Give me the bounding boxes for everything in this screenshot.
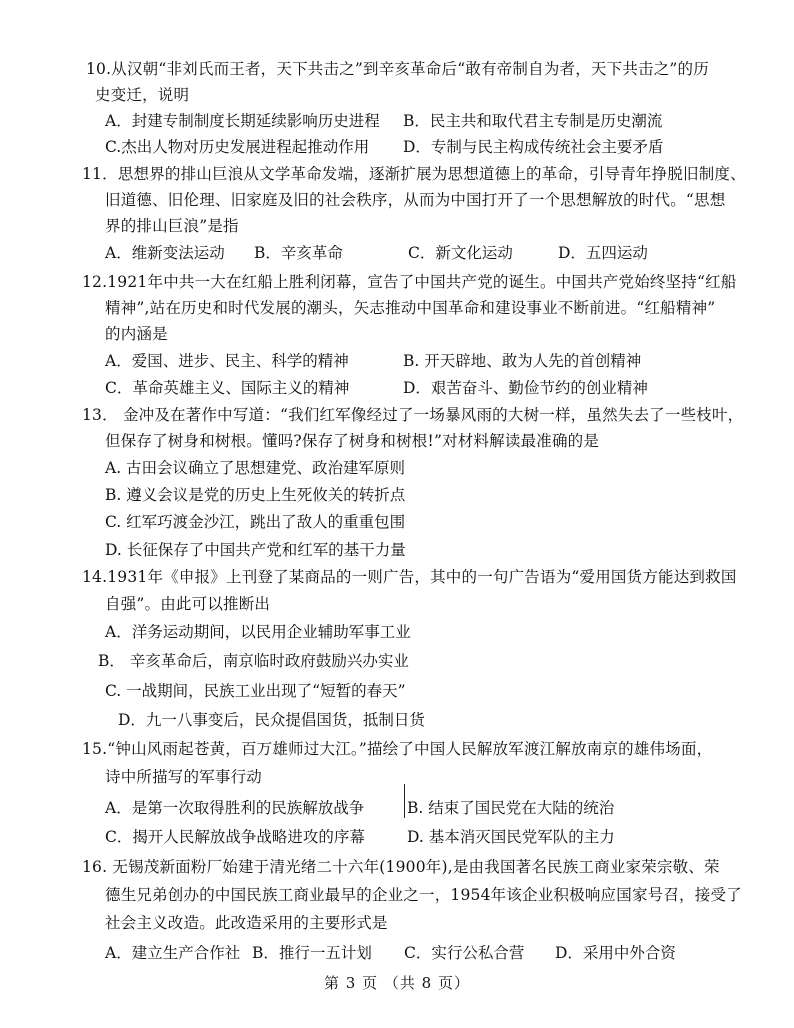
question-16-option-a: A．建立生产合作社 xyxy=(105,944,241,962)
question-12-stem-line-1: 12.1921年中共一大在红船上胜利闭幕，宣告了中国共产党的诞生。中国共产党始终坚持“红船 xyxy=(82,273,737,291)
question-14-stem-line-1: 14.1931年《申报》上刊登了某商品的一则广告，其中的一句广告语为“爱用国货方能达到救国 xyxy=(82,568,737,586)
question-10-option-b: B．民主共和取代君主专制是历史潮流 xyxy=(403,112,663,130)
question-10-option-c: C.杰出人物对历史发展进程起推动作用 xyxy=(105,138,370,156)
question-14-option-c: C. 一战期间，民族工业出现了“短暂的春天” xyxy=(105,682,406,700)
question-16-option-d: D．采用中外合资 xyxy=(555,944,676,962)
question-15-stem-line-1: 15.“钟山风雨起苍黄，百万雄师过大江。”描绘了中国人民解放军渡江解放南京的雄伟场面， xyxy=(82,740,713,758)
question-11-stem-line-2: 旧道德、旧伦理、旧家庭及旧的社会秩序，从而为中国打开了一个思想解放的时代。“思想 xyxy=(105,191,726,209)
question-11-option-b: B．辛亥革命 xyxy=(254,244,343,262)
question-14-stem-line-2: 自强”。由此可以推断出 xyxy=(105,595,271,613)
question-14-option-a: A．洋务运动期间，以民用企业辅助军事工业 xyxy=(105,623,411,641)
question-15-option-a: A．是第一次取得胜利的民族解放战争 xyxy=(105,799,365,817)
question-12-stem-line-2: 精神”,站在历史和时代发展的潮头，矢志推动中国革命和建设事业不断前进。“红船精神” xyxy=(105,299,716,317)
question-16-stem-line-3: 社会主义改造。此改造采用的主要形式是 xyxy=(105,914,388,932)
question-16-stem-line-1: 16. 无锡茂新面粉厂始建于清光绪二十六年(1900年),是由我国著名民族工商业家荣宗敬、荣 xyxy=(82,858,720,876)
question-13-option-b: B. 遵义会议是党的历史上生死攸关的转折点 xyxy=(105,486,406,504)
question-16-stem-line-2: 德生兄弟创办的中国民族工商业最早的企业之一，1954年该企业积极响应国家号召，接受了 xyxy=(105,886,742,904)
question-15-option-c: C．揭开人民解放战争战略进攻的序幕 xyxy=(105,828,365,846)
question-11-stem-line-1: 11．思想界的排山巨浪从文学革命发端，逐渐扩展为思想道德上的革命，引导青年挣脱旧制度、 xyxy=(82,165,746,183)
question-15-option-b: B. 结束了国民党在大陆的统治 xyxy=(407,799,615,817)
page-footer: 第 3 页 （共 8 页） xyxy=(324,974,470,992)
text-cursor xyxy=(404,784,405,818)
question-13-stem-line-2: 但保存了树身和树根。懂吗?保存了树身和树根!”对材料解读最准确的是 xyxy=(105,432,600,450)
question-13-option-a: A. 古田会议确立了思想建党、政治建军原则 xyxy=(105,459,406,477)
question-16-option-b: B．推行一五计划 xyxy=(252,944,372,962)
question-15-option-d: D. 基本消灭国民党军队的主力 xyxy=(407,828,615,846)
question-12-option-c: C．革命英雄主义、国际主义的精神 xyxy=(105,379,350,397)
question-12-stem-line-3: 的内涵是 xyxy=(105,325,168,343)
question-11-option-c: C．新文化运动 xyxy=(408,244,513,262)
question-13-stem-line-1: 13． 金冲及在著作中写道：“我们红军像经过了一场暴风雨的大树一样，虽然失去了一些枝叶， xyxy=(82,406,744,424)
question-12-option-a: A．爱国、进步、民主、科学的精神 xyxy=(105,352,349,370)
question-10-stem-line-2: 史变迁，说明 xyxy=(95,86,190,104)
question-11-option-a: A．维新变法运动 xyxy=(105,244,225,262)
question-13-option-d: D. 长征保存了中国共产党和红军的基干力量 xyxy=(105,541,406,559)
question-10-option-d: D．专制与民主构成传统社会主要矛盾 xyxy=(403,138,664,156)
question-10-stem-line-1: 10.从汉朝“非刘氏而王者，天下共击之”到辛亥革命后“敢有帝制自为者，天下共击之”的历 xyxy=(86,60,709,78)
question-14-option-b: B． 辛亥革命后，南京临时政府鼓励兴办实业 xyxy=(98,652,409,670)
question-16-option-c: C．实行公私合营 xyxy=(404,944,525,962)
question-14-option-d: D．九一八事变后，民众提倡国货，抵制日货 xyxy=(118,711,425,729)
question-13-option-c: C. 红军巧渡金沙江，跳出了敌人的重重包围 xyxy=(105,513,406,531)
question-12-option-b: B. 开天辟地、敢为人先的首创精神 xyxy=(403,352,642,370)
question-15-stem-line-2: 诗中所描写的军事行动 xyxy=(105,768,263,786)
question-10-option-a: A．封建专制制度长期延续影响历史进程 xyxy=(105,112,380,130)
question-11-stem-line-3: 界的排山巨浪”是指 xyxy=(105,217,239,235)
question-11-option-d: D．五四运动 xyxy=(558,244,648,262)
question-12-option-d: D．艰苦奋斗、勤俭节约的创业精神 xyxy=(403,379,648,397)
